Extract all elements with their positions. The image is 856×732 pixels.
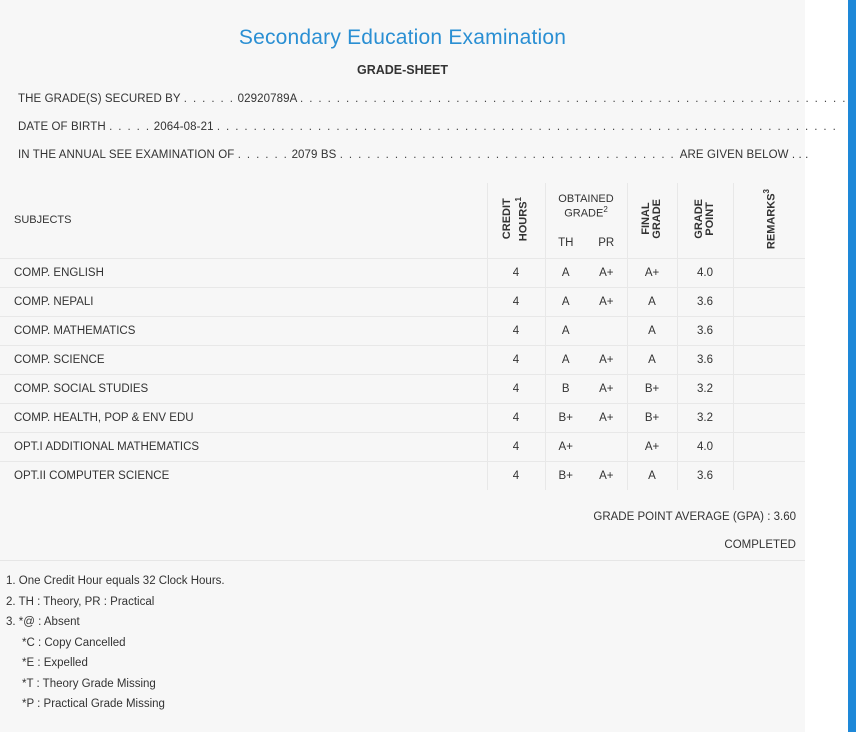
symbol-number: 02920789A bbox=[237, 93, 297, 105]
th-grade-cell: B+ bbox=[545, 403, 586, 432]
footnote: *E : Expelled bbox=[22, 657, 88, 669]
col-grade-point bbox=[677, 183, 733, 258]
page-title: Secondary Education Examination bbox=[238, 26, 567, 49]
exam-label: IN THE ANNUAL SEE EXAMINATION OF bbox=[18, 149, 235, 161]
dob-line: DATE OF BIRTH . . . . . 2064-08-21 . . . . . . . . . . . . . . . . . . . . . . . . . . . . . . . . . . . . . . . . . . . . . . . . . . . . . . . . . . . . . . . . . . . . bbox=[18, 121, 838, 133]
final-grade-cell: B+ bbox=[627, 403, 677, 432]
exam-suffix: ARE GIVEN BELOW . . . bbox=[679, 149, 809, 161]
table-row bbox=[0, 461, 805, 490]
col-th: TH bbox=[545, 229, 586, 258]
remarks-cell bbox=[733, 258, 805, 287]
secured-by-label: THE GRADE(S) SECURED BY bbox=[18, 93, 181, 105]
th-grade-cell: A+ bbox=[545, 432, 586, 461]
secured-by-line: THE GRADE(S) SECURED BY . . . . . . 02920789A . . . . . . . . . . . . . . . . . . . . . . . . . . . . . . . . . . . . . . . . . . . . . . . . . . . . . . . . . . . . bbox=[18, 93, 847, 105]
pr-grade-cell: A+ bbox=[599, 469, 614, 482]
th-grade-cell: A bbox=[545, 316, 586, 345]
dob-label: DATE OF BIRTH bbox=[18, 121, 106, 133]
grade-point-cell: 3.6 bbox=[677, 287, 733, 316]
footnote: *C : Copy Cancelled bbox=[22, 636, 126, 649]
credit-cell: 4 bbox=[487, 461, 545, 490]
remarks-sup: 3 bbox=[761, 188, 771, 194]
dob-value: 2064-08-21 bbox=[153, 121, 214, 133]
obtained-label-2: GRADE bbox=[564, 207, 604, 220]
pr-grade-cell bbox=[586, 316, 627, 345]
grade-point-cell: 3.6 bbox=[677, 345, 733, 374]
th-grade-cell: B+ bbox=[545, 461, 586, 490]
credit-label-2: HOURS bbox=[517, 201, 530, 241]
final-grade-cell: A bbox=[627, 316, 677, 345]
final-grade-cell: B+ bbox=[627, 374, 677, 403]
pr-grade-cell: A+ bbox=[599, 295, 614, 308]
subject-cell: COMP. ENGLISH bbox=[14, 266, 104, 279]
grades-body bbox=[0, 258, 805, 490]
grade-point-cell: 3.2 bbox=[677, 374, 733, 403]
final-label-1: FINAL bbox=[640, 202, 653, 235]
th-grade-cell: A bbox=[545, 258, 586, 287]
grade-point-cell: 4.0 bbox=[677, 432, 733, 461]
credit-cell: 4 bbox=[487, 316, 545, 345]
pr-grade-cell: A+ bbox=[599, 382, 614, 395]
table-header-row bbox=[0, 183, 805, 229]
credit-label-1: CREDIT bbox=[501, 198, 514, 240]
remarks-cell bbox=[733, 316, 805, 345]
subject-cell: COMP. SOCIAL STUDIES bbox=[14, 382, 149, 395]
remarks-cell bbox=[733, 461, 805, 490]
grade-point-cell: 3.6 bbox=[677, 461, 733, 490]
remarks-cell bbox=[733, 374, 805, 403]
subject-cell: COMP. NEPALI bbox=[14, 295, 94, 308]
pr-grade-cell: A+ bbox=[599, 266, 614, 279]
credit-cell: 4 bbox=[487, 258, 545, 287]
footnotes bbox=[6, 571, 225, 715]
obtained-sup: 2 bbox=[603, 204, 608, 214]
subject-cell: COMP. MATHEMATICS bbox=[14, 324, 136, 337]
gpa-line bbox=[593, 511, 796, 523]
exam-year: 2079 BS bbox=[291, 149, 337, 161]
table-row bbox=[0, 287, 805, 316]
remarks-cell bbox=[733, 345, 805, 374]
th-grade-cell: B bbox=[545, 374, 586, 403]
gpa-value: 3.60 bbox=[773, 511, 796, 523]
subject-cell: OPT.I ADDITIONAL MATHEMATICS bbox=[14, 440, 200, 453]
footnote: *P : Practical Grade Missing bbox=[22, 698, 165, 710]
final-grade-cell: A+ bbox=[627, 258, 677, 287]
col-subjects: SUBJECTS bbox=[14, 214, 72, 227]
side-accent-bar bbox=[848, 0, 856, 732]
footnote: 2. TH : Theory, PR : Practical bbox=[6, 595, 155, 608]
subject-cell: COMP. SCIENCE bbox=[14, 353, 105, 366]
credit-cell: 4 bbox=[487, 403, 545, 432]
table-row bbox=[0, 345, 805, 374]
grades-table bbox=[0, 183, 805, 490]
final-grade-cell: A bbox=[627, 461, 677, 490]
gp-label-2: POINT bbox=[704, 201, 717, 236]
credit-cell: 4 bbox=[487, 345, 545, 374]
table-row bbox=[0, 432, 805, 461]
th-grade-cell: A bbox=[545, 287, 586, 316]
grade-point-cell: 4.0 bbox=[677, 258, 733, 287]
final-label-2: GRADE bbox=[651, 198, 664, 239]
col-obtained-grade bbox=[545, 183, 627, 229]
grade-point-cell: 3.2 bbox=[677, 403, 733, 432]
table-row bbox=[0, 374, 805, 403]
remarks-label: REMARKS bbox=[765, 193, 778, 249]
divider bbox=[0, 560, 805, 561]
pr-grade-cell bbox=[586, 432, 627, 461]
grade-point-cell: 3.6 bbox=[677, 316, 733, 345]
remarks-cell bbox=[733, 287, 805, 316]
subject-cell: OPT.II COMPUTER SCIENCE bbox=[14, 469, 170, 482]
remarks-cell bbox=[733, 403, 805, 432]
credit-cell: 4 bbox=[487, 374, 545, 403]
subject-cell: COMP. HEALTH, POP & ENV EDU bbox=[14, 411, 194, 424]
pr-grade-cell: A+ bbox=[599, 353, 614, 366]
col-credit-hours bbox=[487, 183, 545, 258]
final-grade-cell: A+ bbox=[627, 432, 677, 461]
footnote: 3. *@ : Absent bbox=[6, 616, 80, 628]
table-row bbox=[0, 316, 805, 345]
gpa-label: GRADE POINT AVERAGE (GPA) : bbox=[593, 511, 771, 523]
credit-cell: 4 bbox=[487, 287, 545, 316]
exam-line: IN THE ANNUAL SEE EXAMINATION OF . . . . . . 2079 BS . . . . . . . . . . . . . . . . . . . . . . . . . . . . . . . . . . . . . ARE GIVEN BELOW . . . bbox=[18, 149, 809, 161]
table-row bbox=[0, 403, 805, 432]
table-row bbox=[0, 258, 805, 287]
col-pr: PR bbox=[598, 237, 615, 250]
col-remarks bbox=[733, 183, 805, 258]
page-subtitle: GRADE-SHEET bbox=[357, 63, 448, 77]
result-status: COMPLETED bbox=[724, 539, 796, 551]
footnote: 1. One Credit Hour equals 32 Clock Hours. bbox=[6, 575, 225, 587]
final-grade-cell: A bbox=[627, 345, 677, 374]
remarks-cell bbox=[733, 432, 805, 461]
col-final-grade bbox=[627, 183, 677, 258]
credit-cell: 4 bbox=[487, 432, 545, 461]
gp-label-1: GRADE bbox=[693, 198, 706, 239]
footnote: *T : Theory Grade Missing bbox=[22, 677, 156, 690]
pr-grade-cell: A+ bbox=[599, 411, 614, 424]
final-grade-cell: A bbox=[627, 287, 677, 316]
th-grade-cell: A bbox=[545, 345, 586, 374]
obtained-label-1: OBTAINED bbox=[558, 192, 614, 205]
credit-sup: 1 bbox=[514, 196, 524, 202]
